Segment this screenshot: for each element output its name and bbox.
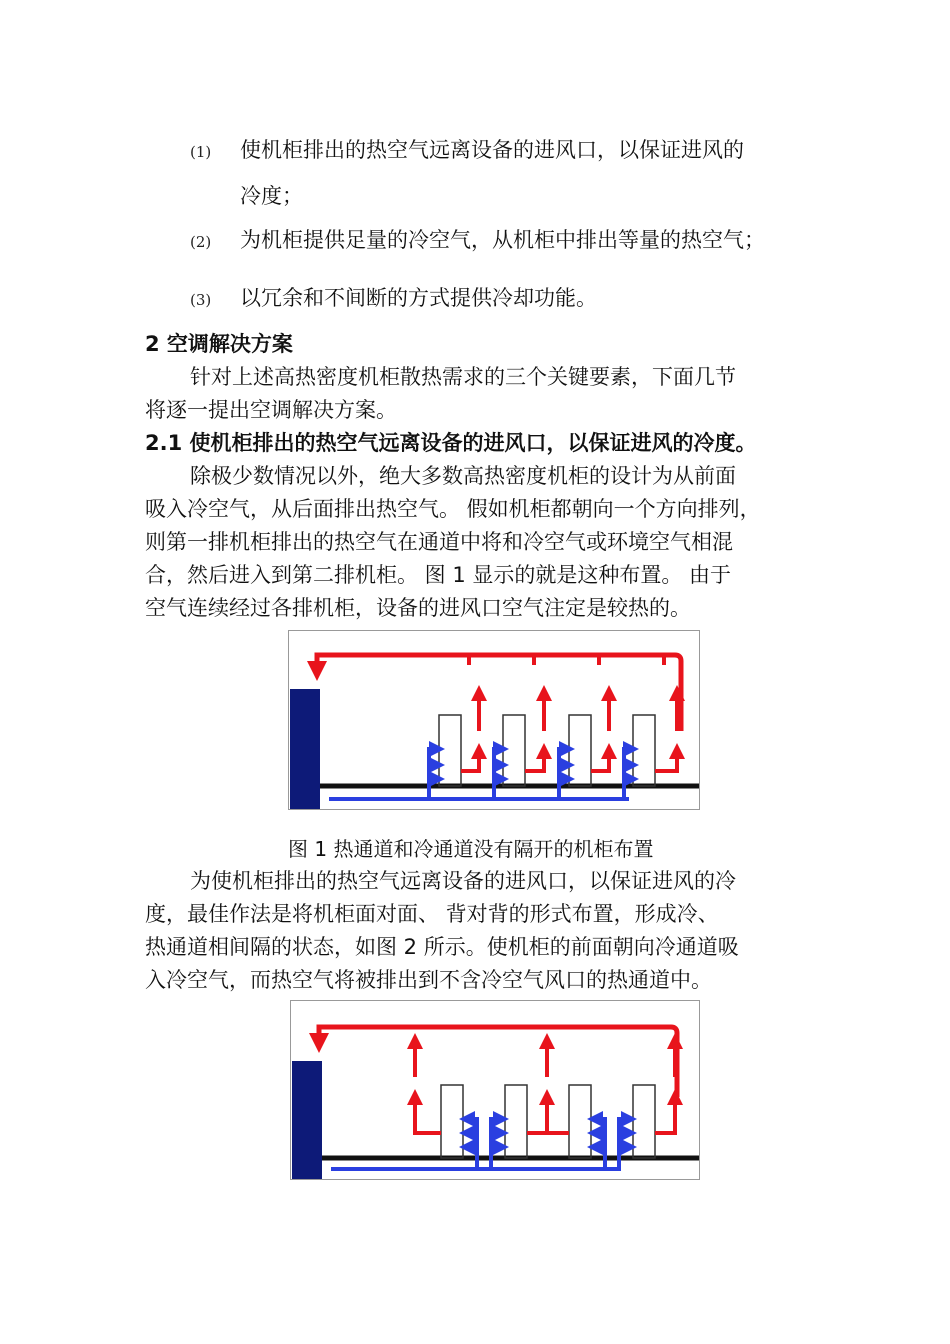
- list-num-1: (1): [190, 143, 212, 161]
- para1-line-2: 吸入冷空气，从后面排出热空气。 假如机柜都朝向一个方向排列，: [145, 497, 761, 521]
- hot-aisle-arrows: [415, 1041, 675, 1133]
- list-num-3: (3): [190, 291, 212, 309]
- para2-line-3: 热通道相间隔的状态，如图 2 所示。使机柜的前面朝向冷通道吸: [145, 935, 739, 959]
- list-num-2: (2): [190, 233, 212, 251]
- figure-1-caption: 图 1 热通道和冷通道没有隔开的机柜布置: [288, 837, 654, 861]
- list-item-1: 使机柜排出的热空气远离设备的进风口，以保证进风的: [240, 138, 744, 162]
- list-item-1-cont: 冷度；: [240, 184, 303, 208]
- list-item-3: 以冗余和不间断的方式提供冷却功能。: [240, 286, 597, 310]
- figure-2: [290, 1000, 700, 1180]
- para1-line-1: 除极少数情况以外，绝大多数高热密度机柜的设计为从前面: [190, 464, 736, 488]
- figure-1: [288, 630, 700, 810]
- para1-line-3: 则第一排机柜排出的热空气在通道中将和冷空气或环境空气相混: [145, 530, 733, 554]
- para1-line-4: 合，然后进入到第二排机柜。 图 1 显示的就是这种布置。 由于: [145, 563, 732, 587]
- hot-air-return-path: [317, 655, 681, 731]
- section-2-para-line-2: 将逐一提出空调解决方案。: [145, 398, 397, 422]
- hot-air-return-path: [319, 1027, 677, 1097]
- para2-line-2: 度，最佳作法是将机柜面对面、 背对背的形式布置，形成冷、: [145, 902, 719, 926]
- section-2-1-heading: 2.1 使机柜排出的热空气远离设备的进风口，以保证进风的冷度。: [145, 431, 757, 455]
- section-2-heading: 2 空调解决方案: [145, 332, 293, 356]
- section-2-para-line-1: 针对上述高热密度机柜散热需求的三个关键要素，下面几节: [190, 365, 736, 389]
- air-handler-unit: [290, 689, 320, 809]
- air-handler-unit: [292, 1061, 322, 1179]
- para1-line-5: 空气连续经过各排机柜，设备的进风口空气注定是较热的。: [145, 596, 691, 620]
- para2-line-1: 为使机柜排出的热空气远离设备的进风口，以保证进风的冷: [190, 869, 736, 893]
- list-item-2: 为机柜提供足量的冷空气，从机柜中排出等量的热空气；: [240, 228, 765, 252]
- para2-line-4: 入冷空气，而热空气将被排出到不含冷空气风口的热通道中。: [145, 968, 712, 992]
